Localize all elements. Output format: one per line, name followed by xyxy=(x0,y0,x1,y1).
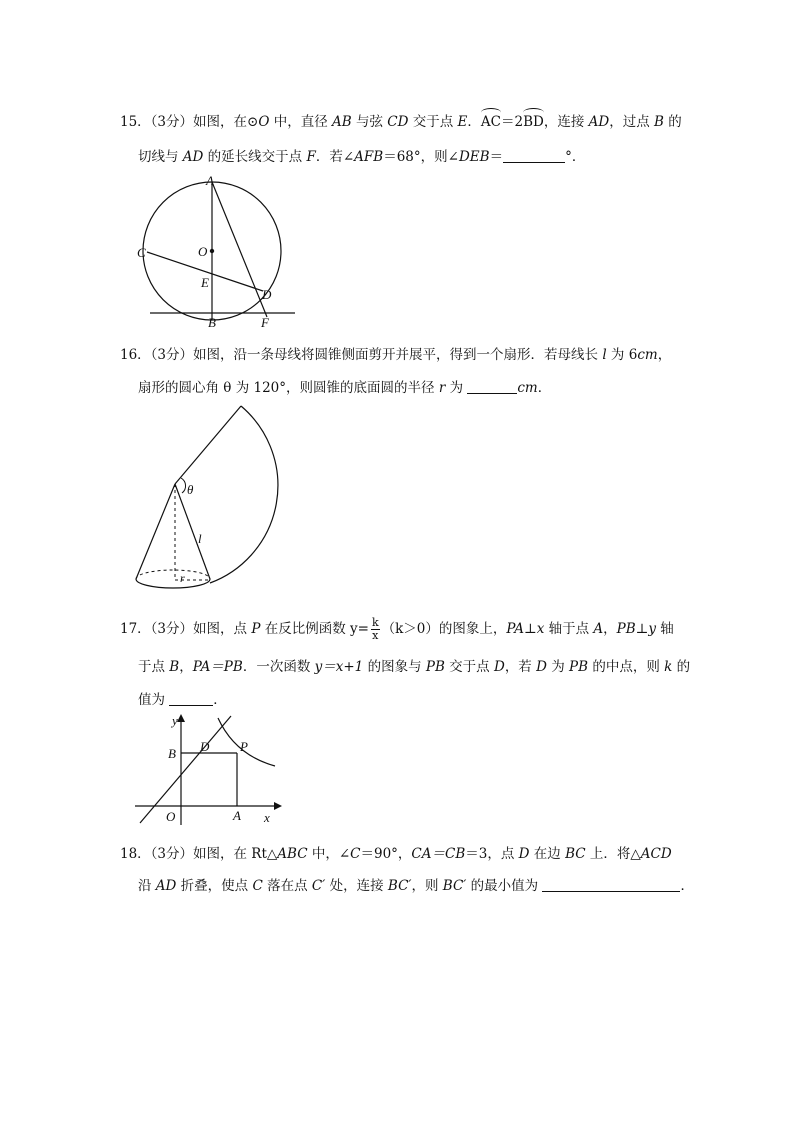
label-o: O xyxy=(198,244,208,259)
q18-var: BC′ xyxy=(442,878,467,894)
label-p: P xyxy=(240,739,248,754)
cone-right-side xyxy=(175,484,210,579)
q18-text: 落在点 xyxy=(262,878,312,894)
arc-bd: BD xyxy=(523,114,544,130)
label-e: E xyxy=(201,275,209,290)
q17-text: 的中点，则 xyxy=(588,659,665,675)
q17-text: ⊥ xyxy=(635,621,649,637)
arc-ac: AC xyxy=(480,114,501,130)
label-y: y xyxy=(172,713,178,728)
q17-var: x xyxy=(536,621,545,637)
y-axis-arrow xyxy=(177,714,185,722)
q15-var: AFB xyxy=(354,149,384,165)
q15-text: 中，直径 xyxy=(269,114,333,130)
q18-text: 中，∠ xyxy=(307,846,351,862)
q17-line-2 xyxy=(138,655,690,675)
q15-text: 与弦 xyxy=(351,114,388,130)
fraction-k-over-x xyxy=(371,617,380,642)
q17-var: y xyxy=(648,621,657,637)
q17-var: y＝x+1 xyxy=(314,659,364,675)
q18-var: BC xyxy=(565,846,586,862)
q18-var: C xyxy=(252,878,263,894)
sector-radius-top xyxy=(175,406,241,484)
q16-text: 扇形的圆心角 θ 为 120°，则圆锥的底面圆的半径 xyxy=(138,380,439,396)
q15-figure xyxy=(130,170,310,335)
label-f: F xyxy=(261,315,269,330)
q15-var: E xyxy=(457,114,468,130)
q16-text: 为 6 xyxy=(606,347,638,363)
q17-text: 为 xyxy=(546,659,570,675)
label-a: A xyxy=(206,173,214,188)
q15-text: ． xyxy=(467,114,481,130)
x-axis-arrow xyxy=(274,802,282,810)
angle-arc xyxy=(181,478,186,493)
q17-var: PA＝PB xyxy=(192,659,243,675)
q15-var: AB xyxy=(332,114,352,130)
q15-text: ．若∠ xyxy=(315,149,355,165)
q18-var: C xyxy=(350,846,361,862)
q18-text: 沿 xyxy=(138,878,156,894)
q16-line-2 xyxy=(138,376,551,396)
q18-text: ． xyxy=(680,878,694,894)
q16-var: cm xyxy=(517,380,538,396)
q15-text: °． xyxy=(565,149,586,165)
q17-var: PB xyxy=(569,659,589,675)
label-r: r xyxy=(180,571,185,585)
q18-var: ABC xyxy=(277,846,308,862)
q17-text: 于点 xyxy=(138,659,170,675)
answer-blank xyxy=(503,148,565,163)
q17-var: D xyxy=(493,659,505,675)
q15-text: ＝2 xyxy=(500,114,524,130)
q16-text: 为 xyxy=(445,380,468,396)
q15-var: B xyxy=(654,114,664,130)
q18-line-2 xyxy=(138,874,694,894)
label-d: D xyxy=(262,287,272,302)
q17-text: 交于点 xyxy=(444,659,494,675)
q18-text: ＝90°， xyxy=(360,846,412,862)
cone-base-front xyxy=(136,579,210,588)
q15-text: ，过点 xyxy=(609,114,654,130)
label-b: B xyxy=(208,315,216,330)
q17-text: 的 xyxy=(672,659,691,675)
center-point xyxy=(210,249,214,253)
q17-text: 值为 xyxy=(138,692,170,708)
q17-var: P xyxy=(251,621,261,637)
label-l: l xyxy=(198,531,202,546)
q18-text: 在边 xyxy=(529,846,566,862)
q17-line-3 xyxy=(138,688,227,708)
label-theta: θ xyxy=(187,482,194,497)
q16-text: ， xyxy=(657,347,672,363)
fraction-denominator: x xyxy=(372,629,379,642)
q15-text: ，连接 xyxy=(543,114,589,130)
q17-text: 在反比例函数 y= xyxy=(260,621,369,637)
q17-var: B xyxy=(169,659,180,675)
q15-var: DEB xyxy=(458,149,490,165)
q17-figure xyxy=(130,710,290,835)
label-a: A xyxy=(233,808,241,823)
q17-text: ，若 xyxy=(504,659,537,675)
q17-var: D xyxy=(536,659,547,675)
q15-text: 交于点 xyxy=(408,114,458,130)
q18-var: ACD xyxy=(640,846,672,862)
q17-text: 17．（3分）如图，点 xyxy=(120,621,252,637)
q15-var: F xyxy=(306,149,316,165)
q15-text: 15．（3分）如图，在⊙ xyxy=(120,114,259,130)
q17-text: 的图象与 xyxy=(363,659,426,675)
q17-text: 的图象上， xyxy=(438,621,507,637)
q18-var: BC′ xyxy=(387,878,412,894)
q16-figure xyxy=(130,400,290,595)
answer-blank xyxy=(542,877,680,892)
q17-text: ． xyxy=(213,692,227,708)
cone-base-back xyxy=(136,570,210,579)
q15-text: 的 xyxy=(663,114,682,130)
q16-line-1 xyxy=(120,343,671,363)
q17-text: 轴于点 xyxy=(544,621,594,637)
cone-left-side xyxy=(136,484,175,579)
label-b: B xyxy=(168,746,176,761)
label-d: D xyxy=(200,739,210,754)
q18-text: 的最小值为 xyxy=(466,878,543,894)
fraction-numerator: k xyxy=(371,616,379,629)
q17-text: ．一次函数 xyxy=(242,659,315,675)
q17-text: （k＞0） xyxy=(381,621,439,637)
q16-var: l xyxy=(602,347,607,363)
q16-var: r xyxy=(438,380,446,396)
q17-text: ， xyxy=(179,659,193,675)
line-af xyxy=(212,182,267,317)
q17-text: 轴 xyxy=(656,621,674,637)
q16-var: cm xyxy=(637,347,658,363)
q18-line-1 xyxy=(120,842,672,862)
q15-text: 的延长线交于点 xyxy=(203,149,307,165)
answer-blank xyxy=(467,379,517,394)
line-y-eq-x-plus-1 xyxy=(140,716,231,823)
label-c: C xyxy=(137,245,146,260)
q17-text: ， xyxy=(603,621,617,637)
q18-text: ，则 xyxy=(411,878,443,894)
q17-text: ⊥ xyxy=(523,621,537,637)
q15-text: 切线与 xyxy=(138,149,183,165)
q15-var: AD xyxy=(182,149,204,165)
q18-text: 折叠，使点 xyxy=(176,878,253,894)
q18-text: 处，连接 xyxy=(325,878,388,894)
q15-var: CD xyxy=(387,114,409,130)
q17-line-1 xyxy=(120,617,674,642)
q15-text: ＝68°，则∠ xyxy=(383,149,459,165)
q17-var: PA xyxy=(506,621,524,637)
answer-blank xyxy=(169,691,213,706)
q18-text: 18．（3分）如图，在 Rt△ xyxy=(120,846,278,862)
q16-text: ． xyxy=(537,380,552,396)
sector-arc xyxy=(210,406,278,583)
q15-line-1 xyxy=(120,110,682,130)
q15-line-2 xyxy=(138,145,585,165)
q15-var: AD xyxy=(588,114,610,130)
q17-var: k xyxy=(664,659,673,675)
label-x: x xyxy=(264,810,270,825)
q18-var: CA＝CB xyxy=(411,846,466,862)
q17-var: PB xyxy=(616,621,636,637)
q18-var: C′ xyxy=(311,878,326,894)
q18-var: AD xyxy=(155,878,177,894)
q15-var: O xyxy=(258,114,270,130)
q15-text: ＝ xyxy=(489,149,504,165)
q16-text: 16．（3分）如图，沿一条母线将圆锥侧面剪开并展平，得到一个扇形．若母线长 xyxy=(120,347,603,363)
q18-text: ＝3，点 xyxy=(465,846,519,862)
q17-var: A xyxy=(593,621,604,637)
q17-var: PB xyxy=(425,659,445,675)
label-o: O xyxy=(166,809,176,824)
q18-text: 上．将△ xyxy=(585,846,641,862)
q18-var: D xyxy=(518,846,530,862)
